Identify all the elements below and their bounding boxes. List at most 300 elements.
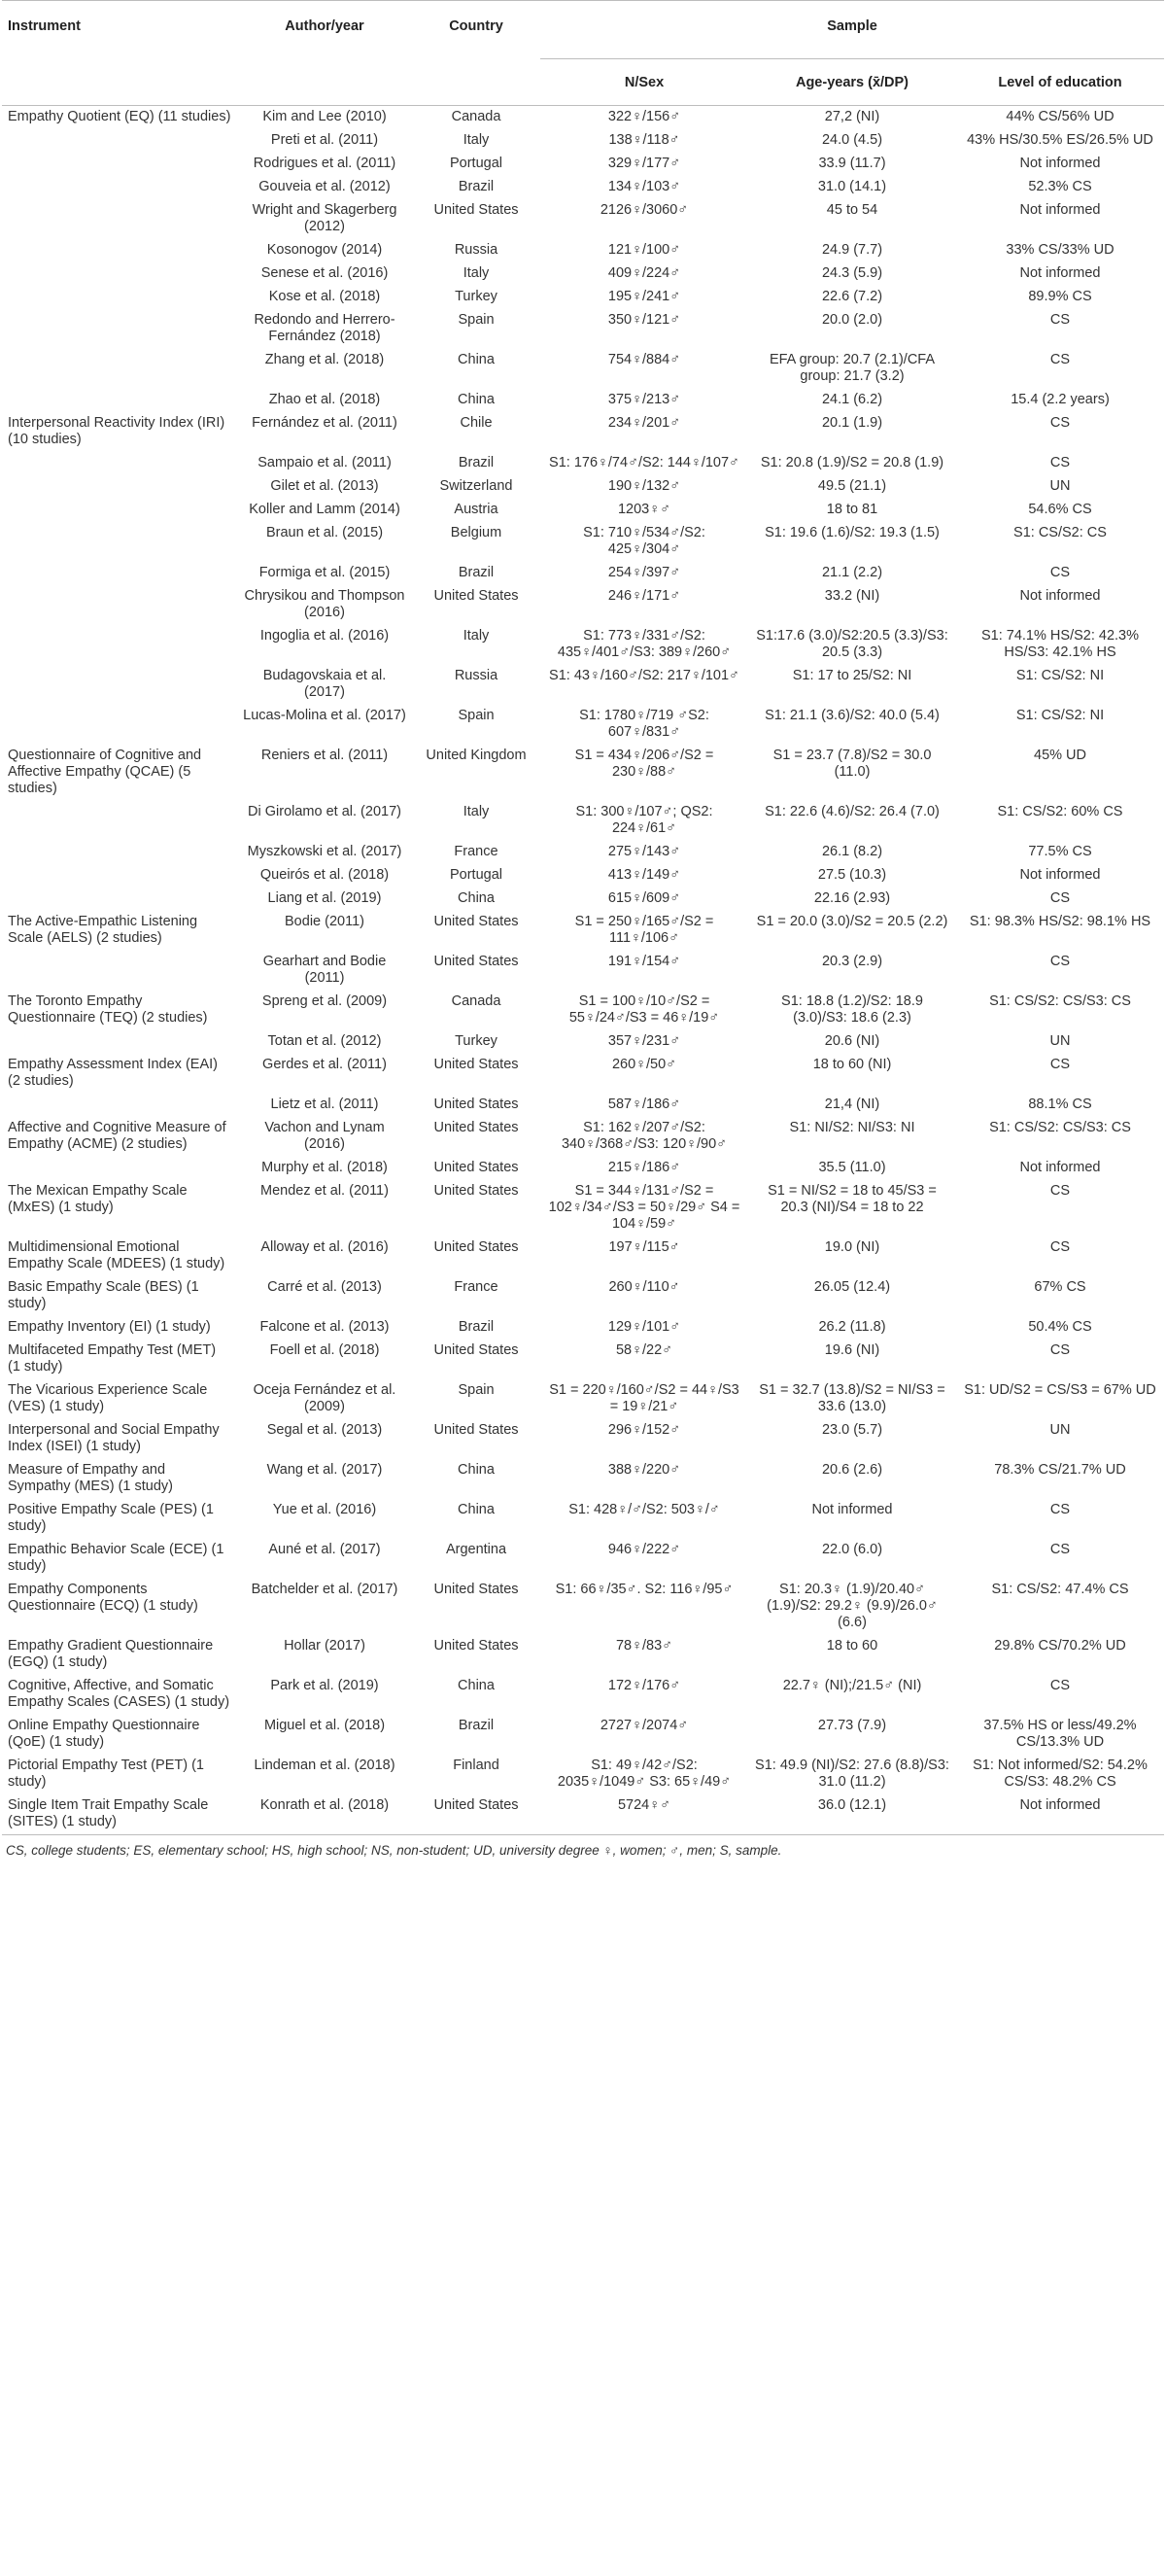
cell-country: United Kingdom [426,748,527,763]
cell-country: China [458,392,495,407]
cell-country: Italy [463,628,490,644]
cell-instrument [2,286,237,309]
cell-country: Portugal [449,867,502,883]
cell-instrument [2,841,237,864]
cell-age: EFA group: 20.7 (2.1)/CFA group: 21.7 (3.2) [769,352,936,384]
cell-education: UN [1049,478,1071,494]
cell-n-sex: 234♀/201♂ [607,415,681,431]
cell-n-sex: S1: 710♀/534♂/S2: 425♀/304♂ [583,525,705,557]
cell-instrument [2,239,237,262]
cell-instrument [2,1030,237,1054]
cell-author: Braun et al. (2015) [265,525,384,540]
cell-author: Vachon and Lynam (2016) [264,1120,385,1152]
cell-n-sex: 350♀/121♂ [607,312,681,328]
header-row-top [2,1,1164,59]
table-row [2,625,1164,665]
table-row [2,1276,1164,1316]
cell-n-sex: 388♀/220♂ [607,1462,681,1478]
cell-age: 20.1 (1.9) [821,415,883,431]
cell-author: Gearhart and Bodie (2011) [262,954,387,986]
cell-n-sex: 946♀/222♂ [607,1542,681,1557]
cell-instrument: The Toronto Empathy Questionnaire (TEQ) (2 studies) [8,993,208,1026]
cell-country: Portugal [449,156,502,171]
header-author: Author/year [285,18,364,34]
cell-n-sex: 322♀/156♂ [607,109,681,124]
cell-country: Belgium [450,525,502,540]
cell-author: Kose et al. (2018) [268,289,381,304]
cell-instrument: Questionnaire of Cognitive and Affective Empathy (QCAE) (5 studies) [8,748,202,796]
cell-country: Russia [454,668,498,683]
cell-instrument: The Active-Empathic Listening Scale (AELS) (2 studies) [8,914,198,946]
cell-author: Gouveia et al. (2012) [258,179,391,194]
cell-education: Not informed [1019,265,1101,281]
table-row [2,585,1164,625]
cell-education: Not informed [1019,1160,1101,1175]
cell-author: Bodie (2011) [285,914,364,929]
cell-instrument [2,389,237,412]
cell-instrument: Interpersonal Reactivity Index (IRI) (10 studies) [8,415,225,447]
cell-age: 31.0 (14.1) [817,179,887,194]
cell-author: Di Girolamo et al. (2017) [248,804,401,819]
cell-n-sex: 58♀/22♂ [615,1342,673,1358]
cell-instrument: The Mexican Empathy Scale (MxES) (1 study) [8,1183,188,1215]
cell-education: CS [1049,455,1071,470]
cell-author: Wang et al. (2017) [266,1462,383,1478]
cell-education: CS [1049,312,1071,328]
cell-instrument [2,625,237,665]
table-row [2,309,1164,349]
cell-n-sex: 615♀/609♂ [607,890,681,906]
cell-n-sex: S1 = 250♀/165♂/S2 = 111♀/106♂ [574,914,714,946]
cell-age: 19.0 (NI) [824,1239,880,1255]
cell-instrument: Empathy Components Questionnaire (ECQ) (1 study) [8,1582,198,1614]
cell-author: Lindeman et al. (2018) [254,1758,395,1773]
cell-instrument [2,522,237,562]
cell-country: Brazil [458,565,495,580]
cell-n-sex: 121♀/100♂ [607,242,681,258]
header-spacer [412,59,540,106]
cell-instrument [2,585,237,625]
cell-country: Brazil [458,1718,495,1733]
cell-age: S1: 20.3♀ (1.9)/20.40♂ (1.9)/S2: 29.2♀ (9.9)/26.0♂ (6.6) [767,1582,938,1630]
cell-n-sex: S1 = 344♀/131♂/S2 = 102♀/34♂/S3 = 50♀/29♂ S4 = 104♀/59♂ [548,1183,740,1232]
cell-instrument: Empathic Behavior Scale (ECE) (1 study) [8,1542,224,1574]
cell-age: S1: 18.8 (1.2)/S2: 18.9 (3.0)/S3: 18.6 (2.3) [781,993,923,1026]
cell-education: 50.4% CS [1028,1319,1092,1335]
cell-country: Canada [451,993,501,1009]
cell-age: 27,2 (NI) [824,109,880,124]
cell-instrument [2,262,237,286]
cell-country: United States [433,1097,519,1112]
table-row [2,864,1164,888]
cell-country: France [454,844,498,859]
table-row [2,106,1164,130]
table-row [2,499,1164,522]
cell-author: Konrath et al. (2018) [237,1794,412,1835]
table-row [2,129,1164,153]
table-row [2,262,1164,286]
cell-country: China [458,890,495,906]
cell-author: Gerdes et al. (2011) [262,1057,387,1072]
table-row [2,475,1164,499]
cell-n-sex: 409♀/224♂ [607,265,681,281]
table-row [2,1579,1164,1635]
cell-education: 78.3% CS/21.7% UD [994,1462,1126,1478]
footnote: CS, college students; ES, elementary school; HS, high school; NS, non-student; UD, university degree ♀, women; ♂, men; S, sample. [6,1843,782,1858]
table-row [2,1117,1164,1157]
cell-instrument: Online Empathy Questionnaire (QoE) (1 study) [8,1718,200,1750]
cell-age: 35.5 (11.0) [818,1160,886,1175]
cell-author: Chrysikou and Thompson (2016) [244,588,405,620]
cell-author: Kosonogov (2014) [266,242,383,258]
table-row [2,1054,1164,1094]
cell-country: Italy [463,132,490,148]
header-spacer [2,59,237,106]
table-row [2,153,1164,176]
cell-n-sex: S1 = 220♀/160♂/S2 = 44♀/S3 = 19♀/21♂ [549,1382,739,1414]
cell-education: 52.3% CS [1028,179,1092,194]
cell-country: Chile [460,415,493,431]
cell-n-sex: S1: 1780♀/719 ♂S2: 607♀/831♂ [579,708,709,740]
cell-instrument: The Vicarious Experience Scale (VES) (1 study) [8,1382,208,1414]
cell-country: Turkey [455,289,497,304]
cell-n-sex: 129♀/101♂ [607,1319,681,1335]
cell-instrument: Pictorial Empathy Test (PET) (1 study) [8,1758,204,1790]
cell-instrument [2,153,237,176]
cell-instrument [2,562,237,585]
table-row [2,522,1164,562]
table-row [2,1635,1164,1675]
cell-age: 45 to 54 [826,202,878,218]
table-row [2,1340,1164,1379]
cell-author: Foell et al. (2018) [269,1342,380,1358]
cell-author: Totan et al. (2012) [267,1033,382,1049]
cell-instrument [2,864,237,888]
header-country: Country [449,18,503,34]
cell-age: 49.5 (21.1) [817,478,887,494]
cell-country: United States [433,1120,519,1135]
table-row [2,412,1164,452]
cell-author: Spreng et al. (2009) [261,993,388,1009]
cell-age: 21,4 (NI) [824,1097,880,1112]
cell-age: 22.16 (2.93) [813,890,891,906]
table-row [2,705,1164,745]
cell-country: United States [433,1638,519,1654]
cell-n-sex: 754♀/884♂ [607,352,681,367]
cell-age: 21.1 (2.2) [821,565,883,580]
cell-age: 26.2 (11.8) [818,1319,886,1335]
table-row [2,389,1164,412]
cell-age: S1 = NI/S2 = 18 to 45/S3 = 20.3 (NI)/S4 = 18 to 22 [768,1183,937,1215]
cell-country: Italy [463,804,490,819]
cell-instrument [2,475,237,499]
cell-country: China [458,352,495,367]
cell-author: Formiga et al. (2015) [258,565,391,580]
table-row [2,452,1164,475]
cell-author: Lucas-Molina et al. (2017) [243,708,406,723]
cell-country: Argentina [445,1542,507,1557]
cell-education: CS [1049,352,1071,367]
cell-n-sex: 138♀/118♂ [608,132,680,148]
table-body [2,106,1164,1835]
cell-age: 24.9 (7.7) [821,242,883,258]
cell-author: Batchelder et al. (2017) [251,1582,398,1597]
cell-n-sex: S1: 162♀/207♂/S2: 340♀/368♂/S3: 120♀/90♂ [561,1120,728,1152]
cell-education: S1: CS/S2: CS/S3: CS [989,1120,1131,1135]
header-age: Age-years (x̄/DP) [795,75,909,90]
cell-education: 33% CS/33% UD [1006,242,1115,258]
cell-country: Italy [463,265,490,281]
cell-education: S1: Not informed/S2: 54.2% CS/S3: 48.2% CS [973,1758,1148,1790]
cell-instrument: Affective and Cognitive Measure of Empathy (ACME) (2 studies) [8,1120,226,1152]
cell-education: CS [1049,565,1071,580]
table-row [2,1379,1164,1419]
cell-education: S1: 74.1% HS/S2: 42.3% HS/S3: 42.1% HS [980,628,1139,660]
cell-country: Brazil [458,179,495,194]
cell-n-sex: 587♀/186♂ [607,1097,681,1112]
cell-country: United States [433,1057,519,1072]
cell-country: Turkey [455,1033,497,1049]
cell-education: CS [1049,1502,1071,1517]
table-row [2,951,1164,991]
cell-age: S1: 22.6 (4.6)/S2: 26.4 (7.0) [765,804,940,819]
cell-education: CS [1049,1542,1071,1557]
cell-n-sex: 254♀/397♂ [607,565,681,580]
cell-author: Carré et al. (2013) [267,1279,382,1295]
cell-education: 44% CS/56% UD [1006,109,1115,124]
cell-education: S1: UD/S2 = CS/S3 = 67% UD [964,1382,1156,1398]
cell-n-sex: 190♀/132♂ [607,478,681,494]
cell-age: 24.0 (4.5) [821,132,883,148]
cell-n-sex: S1: 428♀/♂/S2: 503♀/♂ [568,1502,720,1517]
table-row [2,562,1164,585]
cell-instrument: Empathy Inventory (EI) (1 study) [8,1319,211,1335]
cell-instrument [2,309,237,349]
table-row [2,1316,1164,1340]
cell-age: 27.5 (10.3) [817,867,887,883]
table-row [2,1094,1164,1117]
cell-author: Preti et al. (2011) [270,132,379,148]
cell-age: 20.6 (2.6) [821,1462,883,1478]
header-instrument: Instrument [8,18,81,34]
cell-age: 22.6 (7.2) [821,289,883,304]
cell-education: 88.1% CS [1028,1097,1092,1112]
cell-n-sex: S1: 300♀/107♂; QS2: 224♀/61♂ [575,804,713,836]
cell-instrument [2,349,237,389]
cell-education: 54.6% CS [1028,502,1092,517]
table-row [2,801,1164,841]
table-row [2,1499,1164,1539]
cell-author: Lietz et al. (2011) [270,1097,379,1112]
cell-education: S1: CS/S2: NI [1015,708,1105,723]
cell-age: 24.1 (6.2) [821,392,883,407]
table-row [2,349,1164,389]
cell-author: Zhang et al. (2018) [264,352,385,367]
header-row-sub [2,59,1164,106]
cell-age: 18 to 60 [826,1638,878,1654]
cell-n-sex: S1 = 434♀/206♂/S2 = 230♀/88♂ [574,748,714,780]
cell-age: S1: 20.8 (1.9)/S2 = 20.8 (1.9) [760,455,944,470]
table-row [2,1675,1164,1715]
cell-n-sex: 275♀/143♂ [607,844,681,859]
cell-education: 29.8% CS/70.2% UD [994,1638,1126,1654]
cell-country: Russia [454,242,498,258]
table-row [2,1030,1164,1054]
cell-n-sex: S1: 49♀/42♂/S2: 2035♀/1049♂ S3: 65♀/49♂ [557,1758,732,1790]
cell-education: CS [1049,1678,1071,1693]
cell-education: Not informed [956,1794,1164,1835]
cell-country: United States [433,588,519,604]
cell-author: Wright and Skagerberg (2012) [252,202,397,234]
cell-age: Not informed [811,1502,893,1517]
cell-education: 15.4 (2.2 years) [1011,392,1110,407]
cell-country: Switzerland [439,478,513,494]
cell-author: Falcone et al. (2013) [259,1319,390,1335]
cell-education: 89.9% CS [1028,289,1092,304]
cell-country: United States [433,202,519,218]
cell-education: CS [1049,1342,1071,1358]
table-row [2,841,1164,864]
cell-age: 22.0 (6.0) [821,1542,883,1557]
cell-age: 18 to 81 [826,502,878,517]
cell-n-sex: 375♀/213♂ [607,392,681,407]
cell-author: Redondo and Herrero-Fernández (2018) [254,312,395,344]
table-row [2,1157,1164,1180]
cell-instrument: Multidimensional Emotional Empathy Scale (MDEES) (1 study) [8,1239,225,1271]
cell-instrument: Empathy Assessment Index (EAI) (2 studies) [8,1057,218,1089]
cell-author: Park et al. (2019) [270,1678,379,1693]
cell-instrument: Empathy Gradient Questionnaire (EGQ) (1 study) [8,1638,214,1670]
cell-country: Canada [451,109,501,124]
table-row [2,911,1164,951]
cell-education: 67% CS [1034,1279,1086,1295]
cell-education: S1: CS/S2: CS/S3: CS [989,993,1131,1009]
cell-n-sex: 5724♀♂ [540,1794,748,1835]
cell-n-sex: 134♀/103♂ [607,179,681,194]
cell-author: Murphy et al. (2018) [261,1160,388,1175]
cell-author: Ingoglia et al. (2016) [259,628,390,644]
cell-country: United States [433,1582,519,1597]
cell-age: 33.9 (11.7) [818,156,886,171]
cell-age: 22.7♀ (NI);/21.5♂ (NI) [782,1678,922,1693]
cell-author: Senese et al. (2016) [260,265,389,281]
cell-education: S1: 98.3% HS/S2: 98.1% HS [969,914,1151,929]
cell-author: Alloway et al. (2016) [260,1239,389,1255]
cell-author: Fernández et al. (2011) [252,415,397,431]
table-row [2,888,1164,911]
cell-n-sex: 78♀/83♂ [615,1638,673,1654]
cell-age: S1: 21.1 (3.6)/S2: 40.0 (5.4) [765,708,940,723]
cell-instrument: Single Item Trait Empathy Scale (SITES) (1 study) [2,1794,237,1835]
cell-age: 36.0 (12.1) [748,1794,956,1835]
cell-author: Koller and Lamm (2014) [249,502,400,517]
cell-instrument [2,176,237,199]
cell-education: CS [1049,1239,1071,1255]
cell-education: S1: CS/S2: NI [1015,668,1105,683]
table-row [2,286,1164,309]
cell-age: S1:17.6 (3.0)/S2:20.5 (3.3)/S3: 20.5 (3.3) [756,628,948,660]
cell-education: UN [1049,1422,1071,1438]
table-row [2,1794,1164,1835]
cell-author: Oceja Fernández et al. (2009) [253,1382,396,1414]
table-row [2,1715,1164,1755]
header-nsex: N/Sex [624,75,665,90]
cell-author: Zhao et al. (2018) [268,392,381,407]
table-row [2,665,1164,705]
cell-author: Auné et al. (2017) [268,1542,381,1557]
cell-n-sex: 1203♀♂ [617,502,670,517]
cell-n-sex: S1: 66♀/35♂. S2: 116♀/95♂ [555,1582,734,1597]
cell-n-sex: 2126♀/3060♂ [600,202,689,218]
cell-age: S1 = 20.0 (3.0)/S2 = 20.5 (2.2) [756,914,948,929]
cell-n-sex: 191♀/154♂ [607,954,681,969]
cell-instrument: Cognitive, Affective, and Somatic Empathy Scales (CASES) (1 study) [8,1678,230,1710]
cell-age: 23.0 (5.7) [821,1422,883,1438]
table-row [2,1459,1164,1499]
table-row [2,1236,1164,1276]
cell-country: Spain [458,1382,495,1398]
cell-country: China [458,1678,495,1693]
header-spacer [237,59,412,106]
cell-n-sex: 215♀/186♂ [607,1160,681,1175]
studies-table [2,0,1164,1835]
table-row [2,1539,1164,1579]
table-row [2,239,1164,262]
cell-instrument [2,129,237,153]
cell-country: United States [433,914,519,929]
cell-country: United States [433,1183,519,1199]
cell-instrument: Interpersonal and Social Empathy Index (ISEI) (1 study) [8,1422,220,1454]
cell-country: Brazil [458,455,495,470]
cell-age: 24.3 (5.9) [821,265,883,281]
cell-instrument [2,1094,237,1117]
cell-author: Segal et al. (2013) [266,1422,383,1438]
cell-country: Austria [454,502,498,517]
cell-n-sex: 172♀/176♂ [607,1678,681,1693]
cell-age: S1: 17 to 25/S2: NI [792,668,912,683]
cell-n-sex: 329♀/177♂ [607,156,681,171]
cell-country: United States [433,1422,519,1438]
cell-age: S1: NI/S2: NI/S3: NI [789,1120,915,1135]
cell-n-sex: 195♀/241♂ [607,289,681,304]
cell-instrument [2,665,237,705]
cell-education: 45% UD [1034,748,1086,763]
cell-education: CS [1049,1183,1071,1199]
cell-education: Not informed [1019,588,1101,604]
cell-instrument: Multifaceted Empathy Test (MET) (1 study) [8,1342,217,1375]
cell-n-sex: 260♀/110♂ [608,1279,680,1295]
cell-n-sex: S1: 43♀/160♂/S2: 217♀/101♂ [549,668,739,683]
cell-age: 20.0 (2.0) [821,312,883,328]
cell-n-sex: 2727♀/2074♂ [600,1718,689,1733]
table-row [2,176,1164,199]
cell-author: Miguel et al. (2018) [263,1718,386,1733]
cell-instrument: Empathy Quotient (EQ) (11 studies) [8,109,231,124]
cell-instrument [2,801,237,841]
cell-country: United States [433,1342,519,1358]
cell-instrument [2,452,237,475]
cell-author: Reniers et al. (2011) [260,748,389,763]
cell-education: CS [1049,1057,1071,1072]
cell-education: Not informed [1019,156,1101,171]
cell-education: CS [1049,890,1071,906]
cell-education: S1: CS/S2: 47.4% CS [991,1582,1129,1597]
cell-age: S1: 49.9 (NI)/S2: 27.6 (8.8)/S3: 31.0 (11.2) [755,1758,949,1790]
cell-education: S1: CS/S2: 60% CS [997,804,1123,819]
cell-instrument [2,199,237,239]
table-row [2,1755,1164,1794]
cell-n-sex: 296♀/152♂ [607,1422,681,1438]
